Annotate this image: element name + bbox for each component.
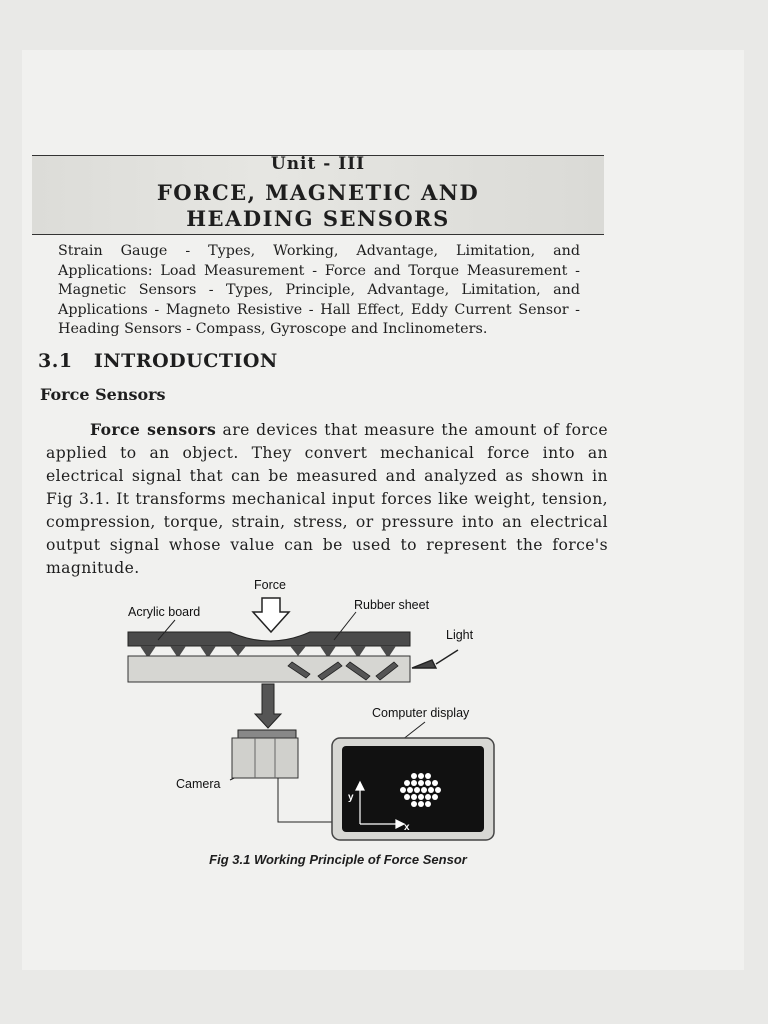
label-computer-display: Computer display: [372, 706, 470, 720]
axis-y-label: y: [348, 792, 354, 803]
paragraph-body: are devices that measure the amount of force applied to an object. They convert mechanical force into an electrical signal that can be measured and analyzed as shown in Fig 3.1. It transforms mechanical input forces like weight, tension, compression, torque, strain, stress, or pressure into an electrical output signal whose value can be used to represent the force's magnitude.: [46, 421, 608, 577]
section-title: INTRODUCTION: [93, 350, 278, 372]
label-force: Force: [254, 578, 286, 592]
section-number: 3.1: [38, 350, 73, 372]
light-arrow-icon: [412, 650, 458, 668]
camera-icon: [232, 730, 298, 778]
computer-display-icon: [332, 738, 494, 840]
chapter-title-line-1: FORCE, MAGNETIC AND: [156, 180, 480, 205]
label-camera: Camera: [176, 777, 221, 791]
paragraph-lead: Force sensors: [90, 420, 217, 439]
chapter-title-line-2: HEADING SENSORS: [186, 206, 450, 231]
subheading: Force Sensors: [40, 385, 166, 404]
camera-cable: [278, 778, 336, 822]
label-acrylic-board: Acrylic board: [128, 605, 201, 619]
syllabus-text: Strain Gauge - Types, Working, Advantage, Limitation, and Applications: Load Measurement - Force and Torque Measurement - Magnetic Sensors - Types, Principle, Advantage, Limitation, and Applications - Magneto Resistive - Hall Effect, Eddy Current Sensor - Heading Sensors - Compass, Gyroscope and Inclinometers.: [58, 243, 580, 337]
unit-label: Unit - III: [270, 154, 366, 174]
rubber-sheet: [128, 632, 410, 646]
axis-x-label: x: [404, 822, 410, 833]
label-rubber-sheet: Rubber sheet: [354, 598, 430, 612]
force-arrow-icon: [253, 598, 289, 632]
down-arrow-icon: [255, 684, 281, 728]
label-light: Light: [446, 628, 474, 642]
figure-caption: Fig 3.1 Working Principle of Force Sensor: [209, 852, 467, 867]
